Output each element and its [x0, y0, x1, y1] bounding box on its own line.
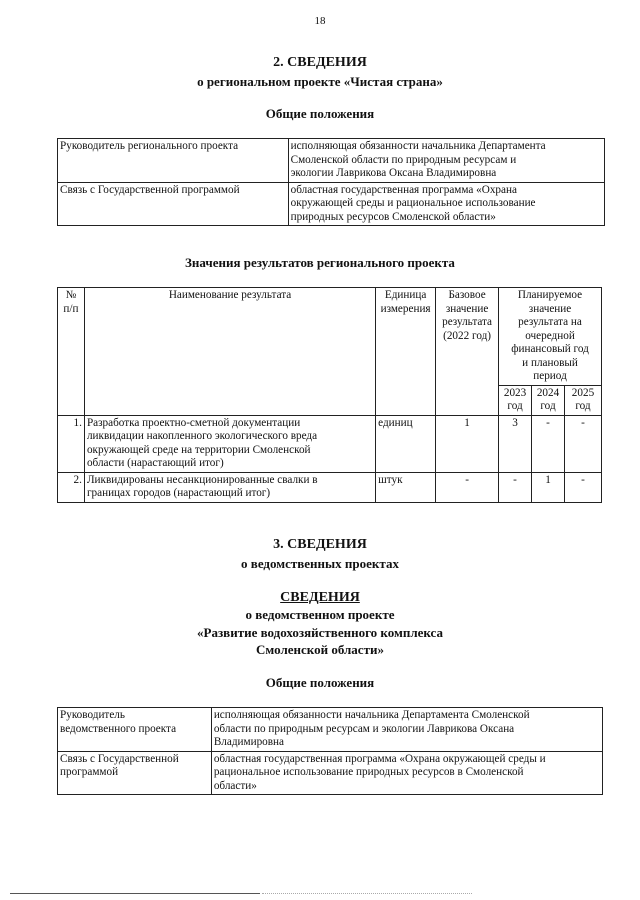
text-line: финансовый год	[511, 343, 589, 355]
general-value	[288, 182, 604, 226]
project-heading-text: СВЕДЕНИЯ	[280, 590, 360, 605]
text-line: области по природным ресурсам и экологии Лаврикова Оксана	[213, 722, 515, 735]
text-line: программой	[60, 766, 119, 778]
general-label	[58, 708, 212, 752]
general-label: Связь с Государственной программой	[58, 182, 289, 226]
text-line: результата на	[518, 316, 582, 328]
col-header-name: Наименование результата	[84, 288, 375, 416]
cell-name	[84, 415, 375, 472]
text-line: Смоленской области по природным ресурсам и	[290, 153, 517, 166]
cell-2024: 1	[532, 472, 565, 502]
general-value	[288, 139, 604, 183]
text-line: области (нарастающий итог)	[86, 457, 224, 469]
text-line: ведомственного проекта	[60, 722, 177, 735]
table-row	[58, 751, 603, 795]
section2-subtitle: о региональном проекте «Чистая страна»	[197, 74, 443, 89]
cell-2025: -	[564, 472, 601, 502]
page-number: 18	[314, 15, 326, 27]
text-line: Владимировна	[213, 736, 284, 748]
text-line: границах городов (нарастающий итог)	[86, 487, 271, 499]
text-line: №	[65, 289, 77, 301]
text-line: измерения	[380, 302, 431, 315]
text-line: областная государственная программа «Охрана окружающей среды и	[213, 752, 546, 765]
cell-name	[84, 472, 375, 502]
cell-num: 1.	[58, 415, 85, 472]
text-line: период	[533, 370, 567, 382]
results-table	[57, 287, 602, 503]
table-row	[58, 139, 605, 183]
text-line: 2024	[536, 386, 560, 399]
text-line: значение	[445, 302, 489, 315]
general-value	[211, 708, 602, 752]
text-line: Разработка проектно-сметной документации	[86, 416, 301, 429]
text-line: Руководитель	[60, 709, 125, 721]
col-header-unit	[376, 288, 436, 416]
cell-unit: единиц	[376, 415, 436, 472]
text-line: Единица	[384, 289, 427, 301]
text-line: окружающей среды и рациональное использование	[290, 197, 536, 209]
text-line: год	[507, 400, 523, 412]
section3-general-table	[57, 707, 603, 795]
general-value	[211, 751, 602, 795]
cell-2025: -	[564, 415, 601, 472]
project-sub3: Смоленской области»	[256, 642, 384, 657]
table-row	[58, 708, 603, 752]
text-line: (2022 год)	[443, 329, 492, 342]
text-line: Связь с Государственной	[60, 752, 179, 765]
text-line: значение	[528, 302, 572, 315]
cell-2023: -	[499, 472, 532, 502]
general-label	[58, 751, 212, 795]
results-heading: Значения результатов регионального проекта	[185, 255, 455, 270]
text-line: год	[575, 400, 591, 412]
project-sub2: «Развитие водохозяйственного комплекса	[197, 625, 443, 640]
footer-divider	[10, 893, 260, 894]
text-line: п/п	[63, 302, 79, 315]
text-line: рациональное использование природных ресурсов в Смоленской	[213, 766, 524, 778]
text-line: Планируемое	[517, 289, 583, 301]
section3-subtitle: о ведомственных проектах	[241, 556, 399, 571]
col-header-year-2024	[532, 385, 565, 415]
col-header-num	[58, 288, 85, 416]
table-row	[58, 182, 605, 226]
text-line: год	[540, 400, 556, 412]
general-label: Руководитель регионального проекта	[58, 139, 289, 183]
col-header-year-2023	[499, 385, 532, 415]
text-line: 2025	[571, 386, 595, 399]
text-line: результата	[442, 316, 493, 328]
cell-2023: 3	[499, 415, 532, 472]
text-line: Базовое	[448, 289, 486, 301]
table-row	[58, 415, 602, 472]
text-line: Ликвидированы несанкционированные свалки в	[86, 473, 318, 486]
col-header-year-2025	[564, 385, 601, 415]
project-sub1: о ведомственном проекте	[245, 607, 395, 622]
text-line: окружающей среде на территории Смоленской	[86, 443, 311, 456]
text-line: природных ресурсов Смоленской области»	[290, 210, 496, 223]
col-header-base	[436, 288, 499, 416]
section2-general-table	[57, 138, 605, 226]
text-line: областная государственная программа «Охрана	[290, 183, 517, 196]
text-line: и плановый	[522, 356, 578, 369]
table-header-row	[58, 288, 602, 386]
cell-unit: штук	[376, 472, 436, 502]
text-line: области»	[213, 779, 257, 792]
cell-num: 2.	[58, 472, 85, 502]
table-row	[58, 472, 602, 502]
text-line: исполняющая обязанности начальника Департамента	[290, 140, 546, 152]
text-line: экологии Лаврикова Оксана Владимировна	[290, 167, 497, 179]
section3-general-heading: Общие положения	[265, 675, 375, 690]
col-header-planned	[499, 288, 602, 386]
section3-title: 3. СВЕДЕНИЯ	[273, 537, 367, 552]
section2-general-heading: Общие положения	[265, 106, 375, 121]
project-heading	[0, 590, 640, 606]
cell-2024: -	[532, 415, 565, 472]
cell-base: 1	[436, 415, 499, 472]
text-line: ликвидации накопленного экологического вреда	[86, 430, 318, 442]
text-line: 2023	[503, 386, 527, 399]
footer-divider-dotted	[262, 893, 472, 894]
cell-base: -	[436, 472, 499, 502]
section2-title: 2. СВЕДЕНИЯ	[273, 55, 367, 70]
text-line: очередной	[525, 329, 575, 342]
text-line: исполняющая обязанности начальника Департамента Смоленской	[213, 709, 530, 721]
